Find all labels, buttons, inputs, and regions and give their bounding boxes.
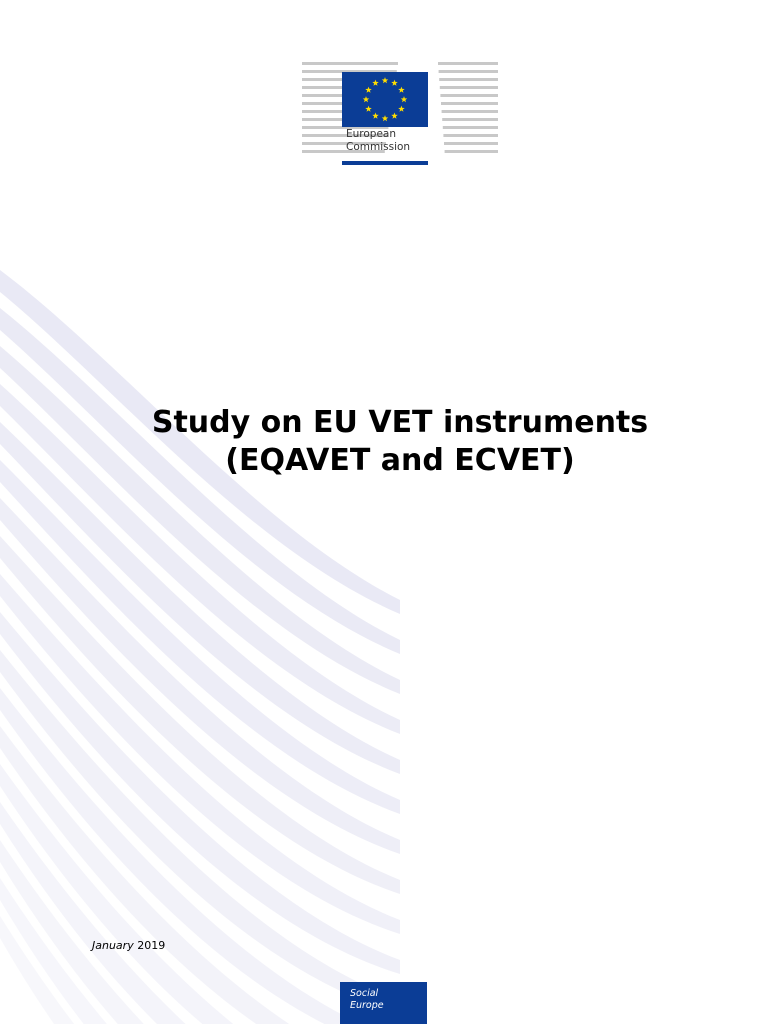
logo-text-commission: Commission <box>346 141 411 153</box>
building-stripe <box>443 134 498 137</box>
date-month: January <box>92 939 134 952</box>
building-stripe <box>439 78 498 81</box>
logo-text <box>346 128 410 154</box>
publication-date <box>92 939 165 952</box>
social-europe-badge <box>340 982 427 1024</box>
building-stripe <box>440 94 498 97</box>
european-commission-logo <box>300 34 500 166</box>
building-stripe <box>443 126 498 129</box>
building-stripe <box>440 86 498 89</box>
building-stripe <box>439 70 498 73</box>
badge-text <box>350 988 384 1012</box>
building-stripe <box>302 62 398 65</box>
logo-text-european: European <box>346 128 397 140</box>
building-stripe <box>442 110 498 113</box>
document-title <box>0 404 768 480</box>
building-stripe <box>442 118 498 121</box>
building-stripe <box>444 142 498 145</box>
badge-line-europe: Europe <box>350 1000 384 1011</box>
logo-underline <box>342 161 428 165</box>
building-stripe <box>445 150 498 153</box>
title-line-1: Study on EU VET instruments <box>151 405 649 440</box>
title-line-2: (EQAVET and ECVET) <box>225 443 575 478</box>
date-year: 2019 <box>137 939 166 952</box>
building-stripe <box>441 102 498 105</box>
building-stripe <box>438 62 498 65</box>
building-right-icon <box>438 62 498 153</box>
badge-line-social: Social <box>350 988 379 999</box>
